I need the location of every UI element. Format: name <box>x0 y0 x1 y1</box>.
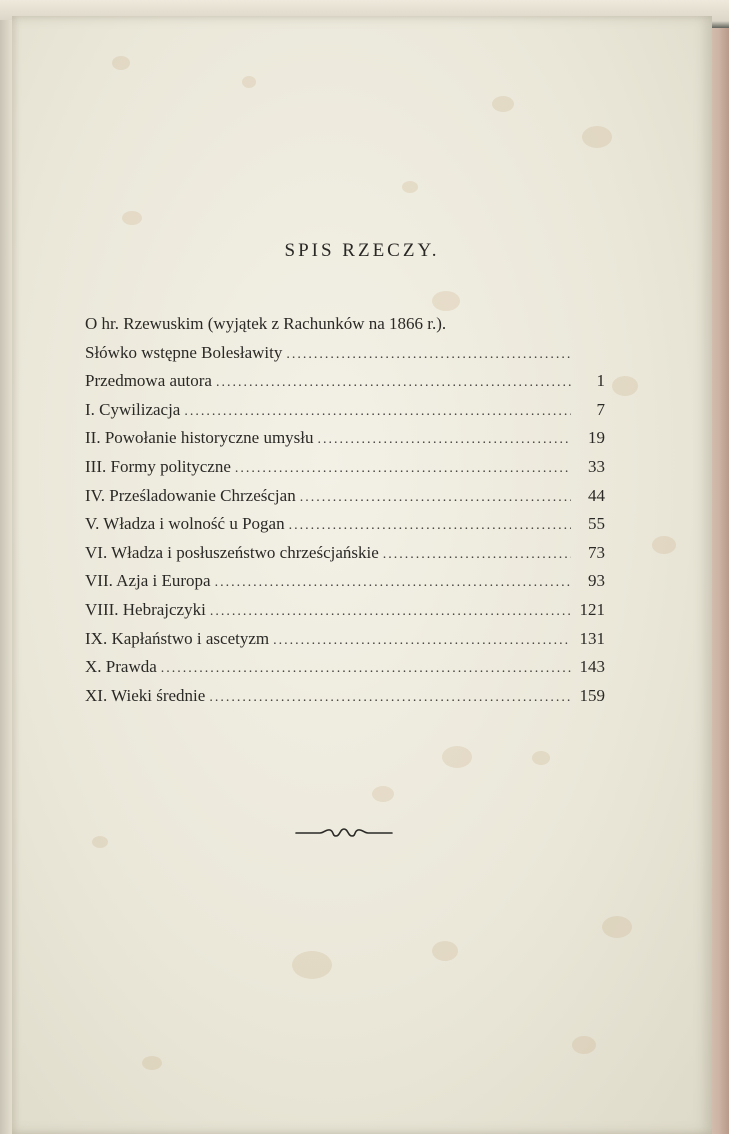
foxing-spot <box>612 376 638 396</box>
foxing-spot <box>652 536 676 554</box>
dot-leader <box>300 490 571 506</box>
foxing-spot <box>402 181 418 193</box>
toc-entry <box>85 457 605 486</box>
dot-leader <box>318 432 571 448</box>
toc-entry <box>85 486 605 515</box>
foxing-spot <box>492 96 514 112</box>
dot-leader <box>161 661 571 677</box>
foxing-spot <box>602 916 632 938</box>
toc-entry-page: 19 <box>588 428 605 448</box>
toc-entry <box>85 514 605 543</box>
toc-entry-label: Przedmowa autora <box>85 371 212 391</box>
foxing-spot <box>432 941 458 961</box>
dot-leader <box>209 690 571 706</box>
toc-entry-label: IX. Kapłaństwo i ascetyzm <box>85 628 270 648</box>
toc-entry <box>85 629 605 658</box>
toc-entry-label: III. Formy polityczne <box>85 456 231 476</box>
toc-entry-label: V. Władza i wolność u Pogan <box>85 514 285 534</box>
toc-entry-page: 7 <box>596 399 605 419</box>
foxing-spot <box>572 1036 596 1054</box>
toc-entry-label: II. Powołanie historyczne umysłu <box>85 428 314 448</box>
toc-entry-label: VI. Władza i posłuszeństwo chrześcjańskie <box>85 542 379 562</box>
page-title: SPIS RZECZY. <box>284 240 440 261</box>
toc-entry-label: I. Cywilizacja <box>85 399 181 419</box>
dot-leader <box>215 575 571 591</box>
flourish-ornament-icon <box>294 822 394 842</box>
foxing-spot <box>112 56 130 70</box>
toc-entry-page: 93 <box>588 571 605 591</box>
foxing-spot <box>582 126 612 148</box>
toc-entry-label: O hr. Rzewuskim (wyjątek z Rachunków na 1866 r.). <box>85 314 447 333</box>
toc-entry <box>85 543 605 572</box>
foxing-spot <box>532 751 550 765</box>
toc-entry <box>85 686 605 715</box>
dot-leader <box>289 518 571 534</box>
dot-leader <box>184 404 571 420</box>
toc-entry-page: 1 <box>596 371 605 391</box>
toc-entry-page: 44 <box>588 485 605 505</box>
dot-leader <box>216 375 571 391</box>
foxing-spot <box>372 786 394 802</box>
toc-entry-page: 131 <box>579 628 605 648</box>
toc-entry-page: 55 <box>588 514 605 534</box>
dot-leader <box>383 547 571 563</box>
foxing-spot <box>242 76 256 88</box>
toc-entry-label: VII. Azja i Europa <box>85 571 211 591</box>
foxing-spot <box>92 836 108 848</box>
toc-entry <box>85 343 605 372</box>
toc-entry-page: 73 <box>588 542 605 562</box>
toc-entry <box>85 600 605 629</box>
toc-entry-label: IV. Prześladowanie Chrześcjan <box>85 485 296 505</box>
toc-entry <box>85 314 605 343</box>
toc-entry <box>85 371 605 400</box>
foxing-spot <box>442 746 472 768</box>
toc-entry-page: 143 <box>579 657 605 677</box>
toc-entry-label: VIII. Hebrajczyki <box>85 599 206 619</box>
dot-leader <box>235 461 571 477</box>
foxing-spot <box>142 1056 162 1070</box>
toc-entry <box>85 428 605 457</box>
dot-leader <box>210 604 571 620</box>
table-of-contents <box>85 314 605 714</box>
toc-entry-page: 121 <box>579 599 605 619</box>
foxing-spot <box>122 211 142 225</box>
toc-entry-label: Słówko wstępne Bolesławity <box>85 342 283 362</box>
toc-entry-label: XI. Wieki średnie <box>85 685 206 705</box>
toc-entry <box>85 571 605 600</box>
toc-entry-page: 33 <box>588 456 605 476</box>
dot-leader <box>273 633 571 649</box>
foxing-spot <box>432 291 460 311</box>
foxing-spot <box>292 951 332 979</box>
toc-entry <box>85 657 605 686</box>
toc-entry <box>85 400 605 429</box>
toc-entry-page: 159 <box>579 685 605 705</box>
book-page <box>12 16 712 1134</box>
dot-leader <box>286 347 571 363</box>
toc-entry-label: X. Prawda <box>85 657 157 677</box>
